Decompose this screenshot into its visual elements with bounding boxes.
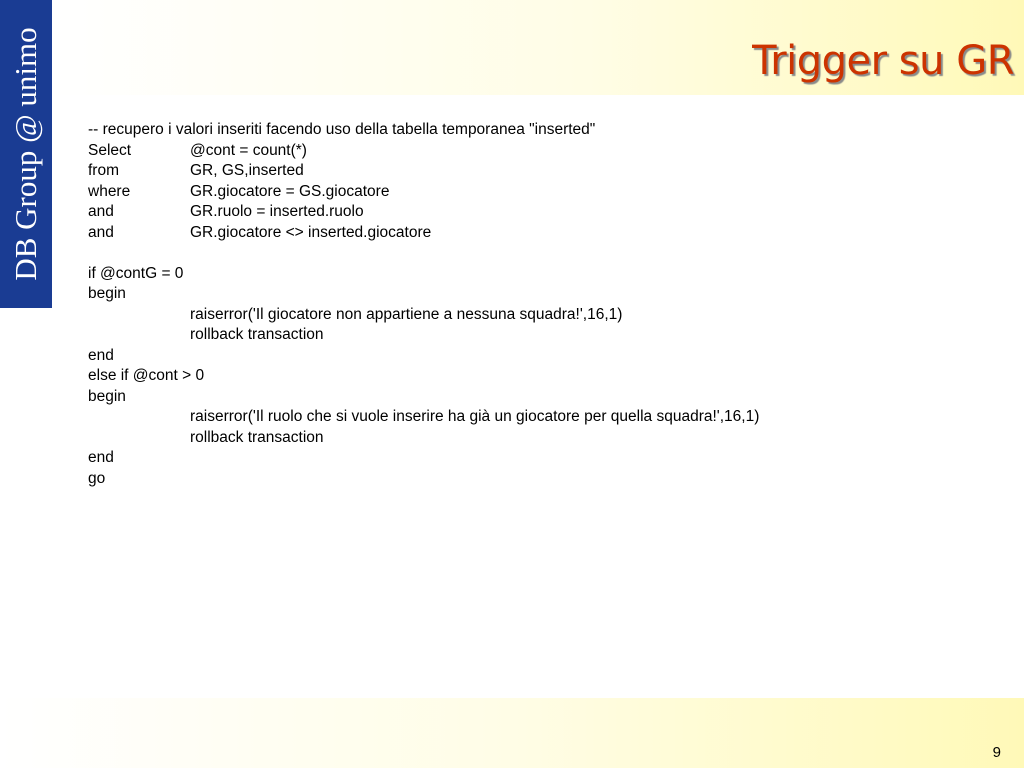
code-line-else-if (88, 366, 988, 387)
code-line-raiserror-1 (88, 305, 988, 326)
code-line-rollback-1 (88, 325, 988, 346)
code-keyword: where (88, 182, 131, 200)
code-statement: begin (88, 387, 126, 405)
code-keyword: from (88, 162, 119, 179)
code-line-from (88, 161, 988, 182)
code-keyword: and (88, 223, 114, 241)
code-line-where (88, 182, 988, 203)
code-keyword: and (88, 203, 114, 220)
code-statement: if @contG = 0 (88, 264, 184, 282)
code-expression: GR.ruolo = inserted.ruolo (190, 203, 364, 220)
code-statement: raiserror('Il ruolo che si vuole inserire ha già un giocatore per quella squadra!',16,1) (190, 408, 760, 425)
code-statement: end (88, 449, 114, 466)
slide-title: Trigger su GR (752, 38, 1014, 84)
code-statement: else if @cont > 0 (88, 367, 205, 384)
code-line-begin-1 (88, 284, 988, 305)
code-line-select (88, 141, 988, 162)
code-line-end-2 (88, 448, 988, 469)
code-line-and-1 (88, 202, 988, 223)
code-line-if (88, 264, 988, 285)
code-comment: -- recupero i valori inseriti facendo uso della tabella temporanea "inserted" (88, 121, 596, 138)
code-line-and-2 (88, 223, 988, 244)
code-statement: rollback transaction (190, 428, 324, 446)
code-expression: GR.giocatore = GS.giocatore (190, 182, 390, 200)
code-line-raiserror-2 (88, 407, 988, 428)
code-statement: begin (88, 285, 126, 302)
code-statement: raiserror('Il giocatore non appartiene a nessuna squadra!',16,1) (190, 305, 623, 323)
code-statement: rollback transaction (190, 326, 324, 343)
code-line-go (88, 469, 988, 490)
code-line-comment (88, 120, 988, 141)
code-expression: GR, GS,inserted (190, 162, 304, 179)
code-expression: GR.giocatore <> inserted.giocatore (190, 223, 432, 241)
code-statement: go (88, 469, 106, 487)
sidebar-label: DB Group @ unimo (8, 27, 43, 281)
code-statement: end (88, 346, 114, 364)
code-line-rollback-2 (88, 428, 988, 449)
code-expression: @cont = count(*) (190, 141, 307, 159)
code-line-blank (88, 243, 988, 264)
footer-band (0, 698, 1024, 768)
code-block (88, 120, 988, 489)
code-line-end-1 (88, 346, 988, 367)
code-line-begin-2 (88, 387, 988, 408)
sidebar-banner (0, 0, 52, 308)
page-number: 9 (992, 744, 1001, 761)
code-keyword: Select (88, 141, 132, 159)
